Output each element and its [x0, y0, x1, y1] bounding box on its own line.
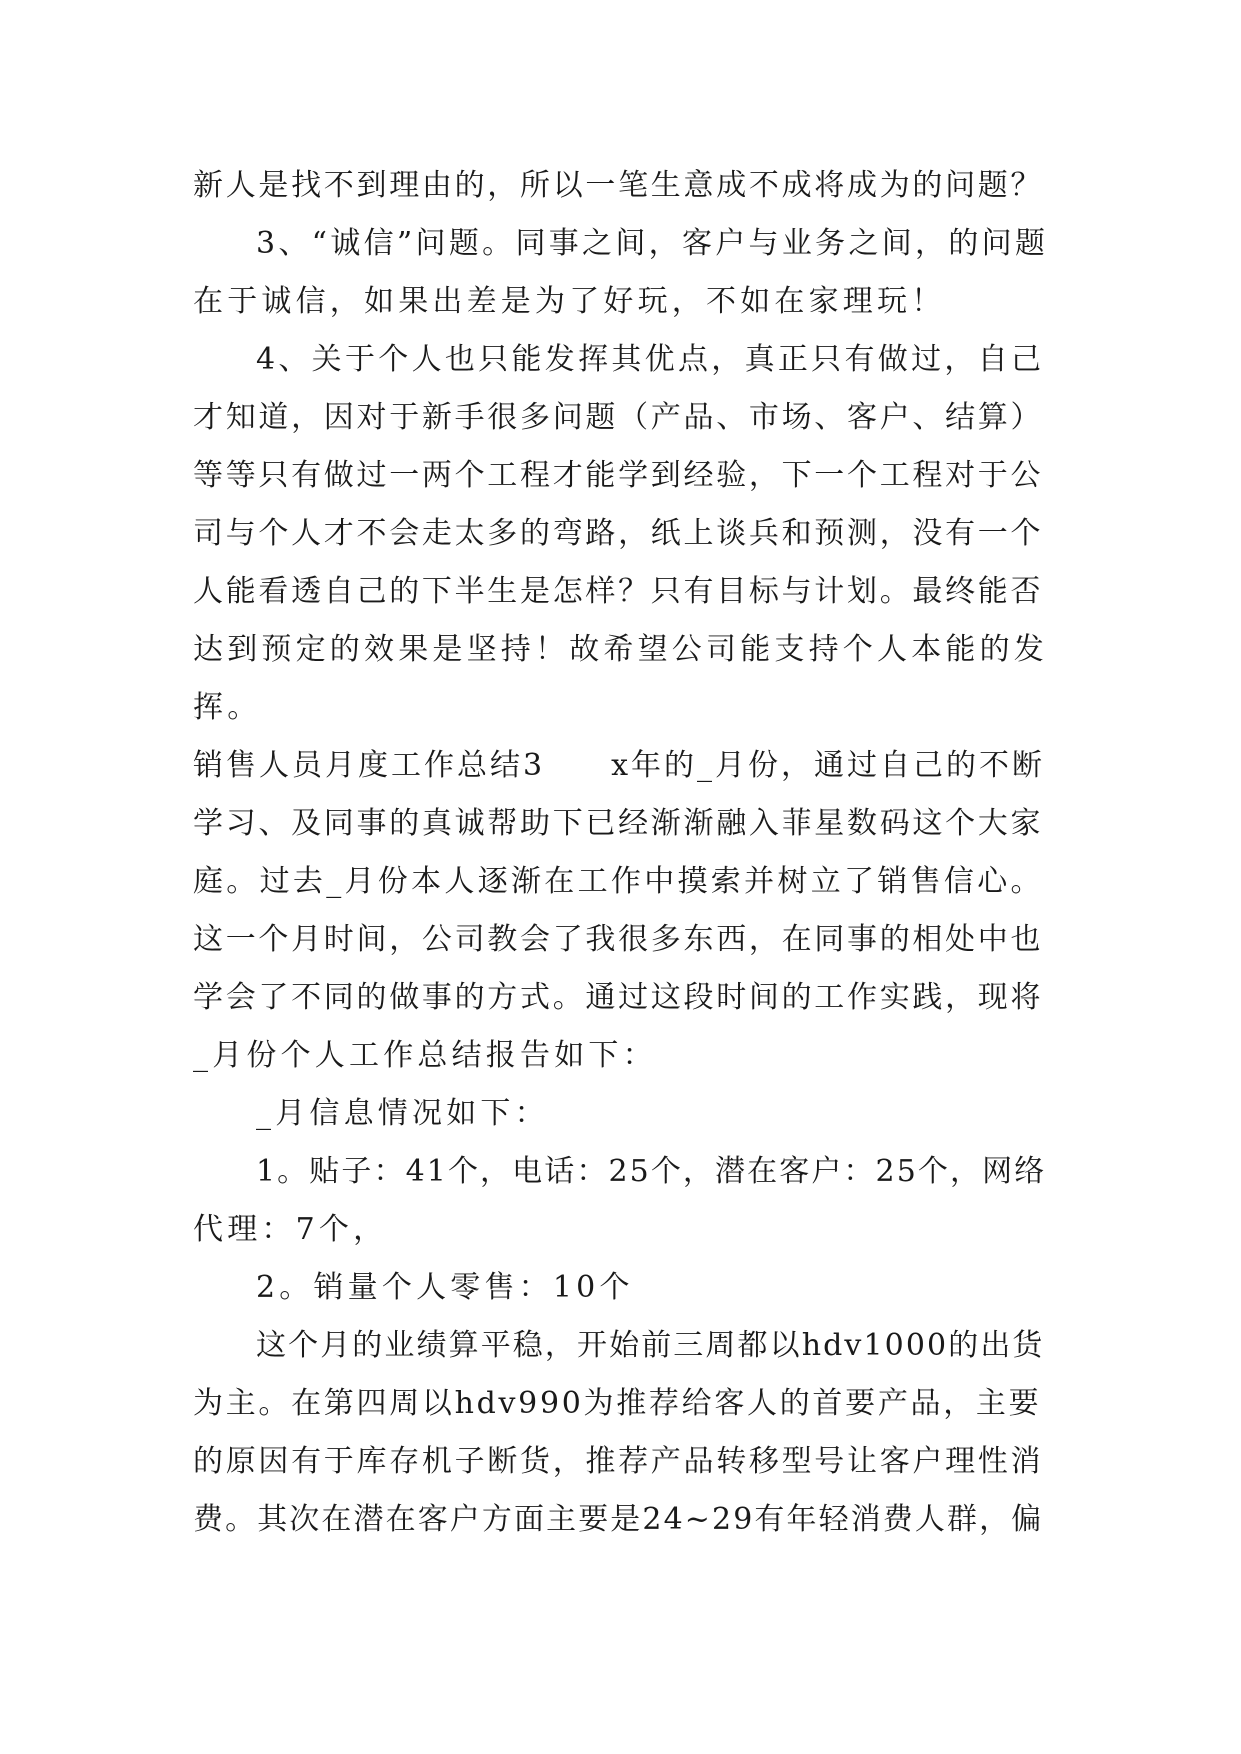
text-line: 学会了不同的做事的方式。通过这段时间的工作实践，现将 — [193, 980, 1044, 1015]
text-line: 费。其次在潜在客户方面主要是24~29有年轻消费人群，偏 — [193, 1502, 1044, 1537]
section-heading-line: 销售人员月度工作总结3 x年的_月份，通过自己的不断 — [193, 748, 1046, 783]
text-line: 在于诚信，如果出差是为了好玩，不如在家理玩！ — [193, 284, 946, 319]
text-line: 学习、及同事的真诚帮助下已经渐渐融入菲星数码这个大家 — [193, 806, 1044, 841]
text-line: 人能看透自己的下半生是怎样？只有目标与计划。最终能否 — [193, 574, 1044, 609]
text-line: 新人是找不到理由的，所以一笔生意成不成将成为的问题？ — [193, 168, 1044, 203]
text-line: 2。销量个人零售：10个 — [256, 1270, 634, 1305]
text-line: 的原因有于库存机子断货，推荐产品转移型号让客户理性消 — [193, 1444, 1044, 1479]
text-line: 达到预定的效果是坚持！故希望公司能支持个人本能的发 — [193, 632, 1048, 667]
text-line: 才知道，因对于新手很多问题（产品、市场、客户、结算） — [193, 400, 1044, 435]
text-line: _月信息情况如下： — [256, 1096, 549, 1131]
text-line: 这一个月时间，公司教会了我很多东西，在同事的相处中也 — [193, 922, 1044, 957]
text-line: 等等只有做过一两个工程才能学到经验，下一个工程对于公 — [193, 458, 1044, 493]
text-line: 挥。 — [193, 690, 262, 725]
text-line: 1。贴子：41个，电话：25个，潜在客户：25个，网络 — [256, 1154, 1047, 1189]
text-line: 为主。在第四周以hdv990为推荐给客人的首要产品，主要 — [193, 1386, 1042, 1421]
text-line: 庭。过去_月份本人逐渐在工作中摸索并树立了销售信心。 — [193, 864, 1044, 899]
text-line: 3、“诚信”问题。同事之间，客户与业务之间，的问题 — [256, 226, 1049, 261]
text-line: 司与个人才不会走太多的弯路，纸上谈兵和预测，没有一个 — [193, 516, 1044, 551]
text-line: 这个月的业绩算平稳，开始前三周都以hdv1000的出货 — [256, 1328, 1045, 1363]
text-line: 代理：7个， — [193, 1212, 388, 1247]
text-line: _月份个人工作总结报告如下： — [193, 1038, 657, 1073]
text-line: 4、关于个人也只能发挥其优点，真正只有做过，自己 — [256, 342, 1045, 377]
